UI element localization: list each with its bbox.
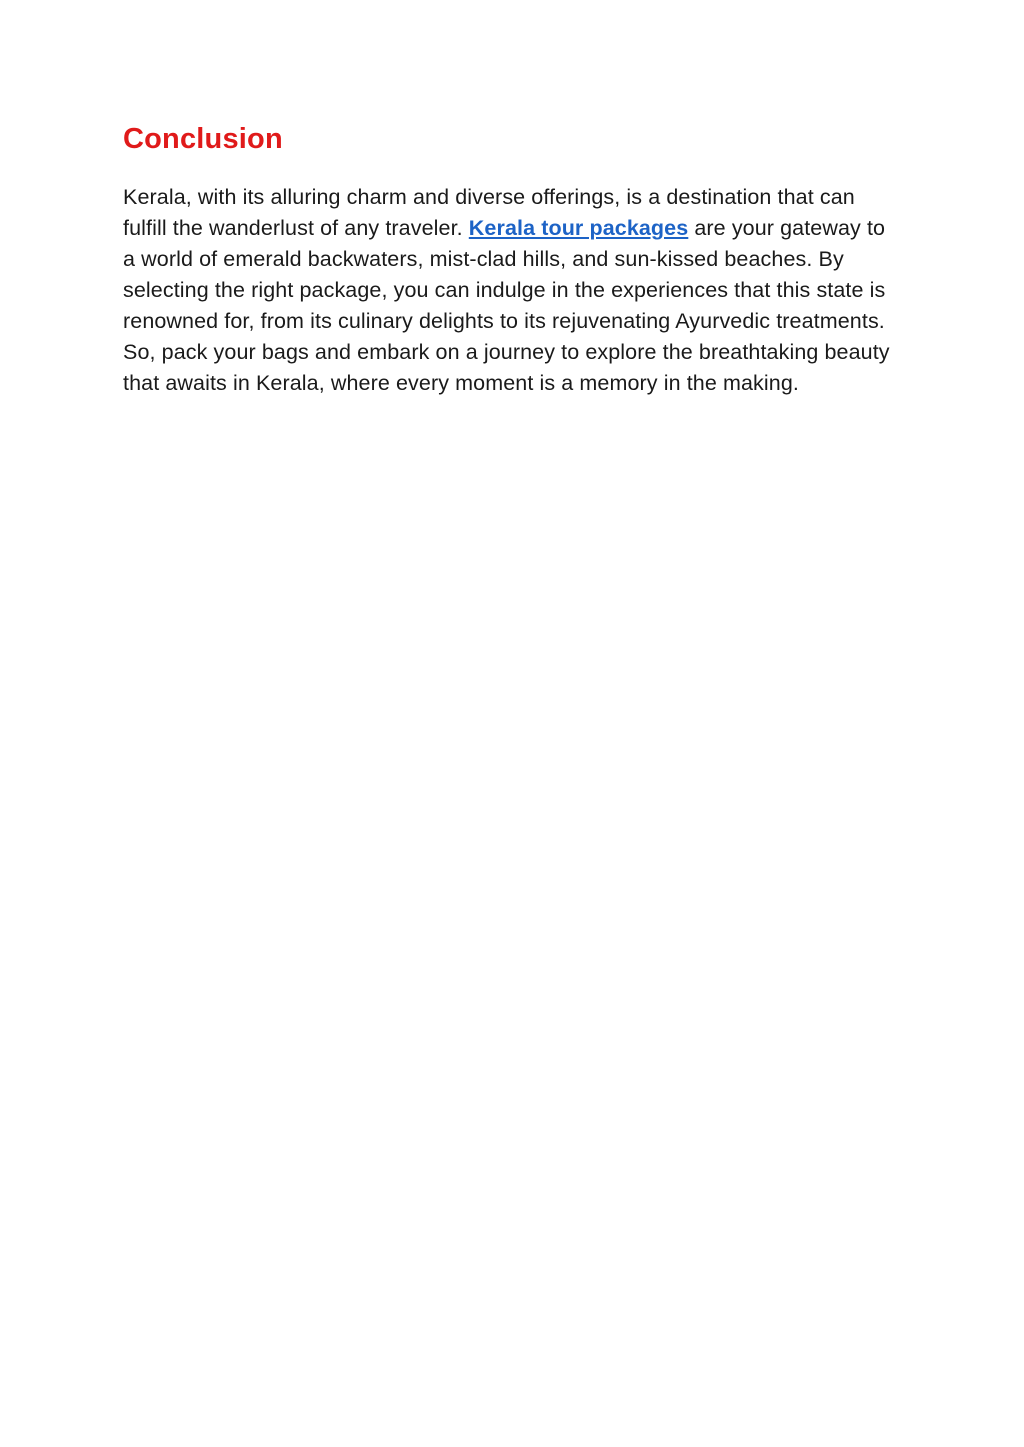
kerala-tour-packages-link[interactable]: Kerala tour packages: [468, 216, 689, 240]
paragraph-text-before-link: Kerala, with its alluring charm and diverse offerings, is a destination that can fulfill the wanderlust of any traveler.: [123, 185, 855, 240]
paragraph-text-after-link: are your gateway to a world of emerald backwaters, mist-clad hills, and sun-kissed beaches. By selecting the right package, you can indulge in the experiences that this state is renowned for, from its culinary delights to its rejuvenating Ayurvedic treatments. So, pack your bags and embark on a journey to explore the breathtaking beauty that awaits in Kerala, where every moment is a memory in the making.: [123, 216, 890, 395]
section-heading: Conclusion: [123, 123, 283, 155]
document-content: [123, 122, 895, 399]
body-paragraph: [123, 182, 895, 399]
